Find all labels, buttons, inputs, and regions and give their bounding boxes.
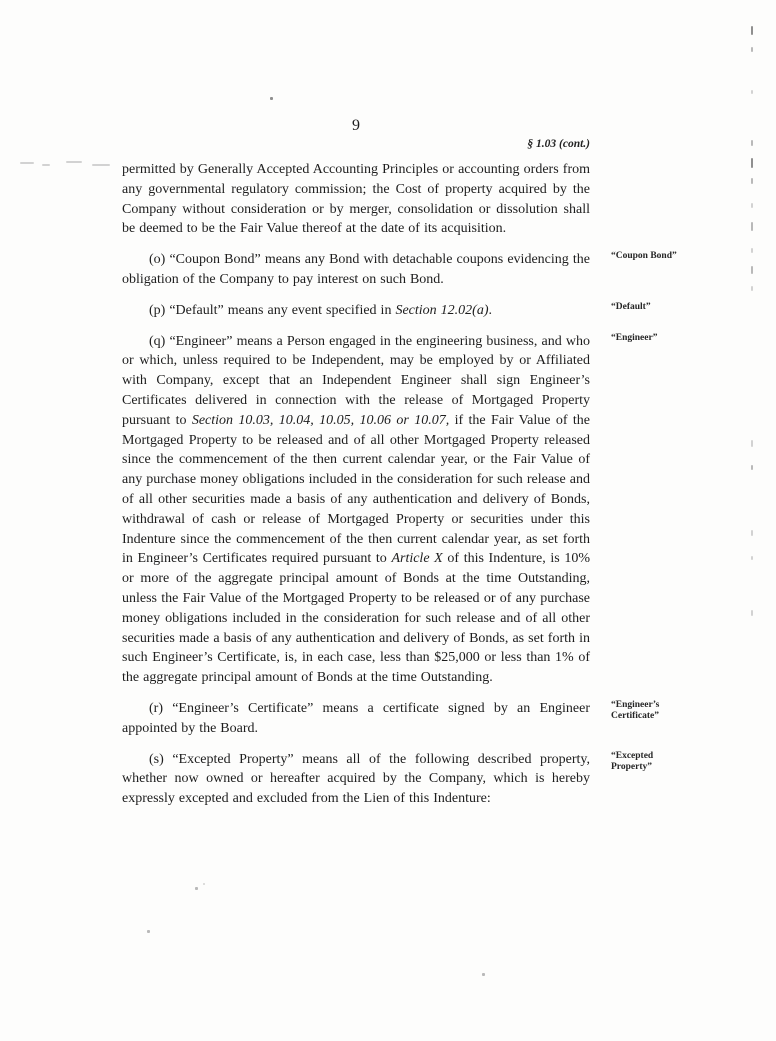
scan-smudge xyxy=(92,164,110,166)
page-number: 9 xyxy=(352,117,360,134)
paragraph-text: (p) “Default” means any event specified in xyxy=(149,302,396,318)
scan-smudge xyxy=(66,161,82,163)
article-reference: Article X xyxy=(391,551,443,567)
scan-edge-mark xyxy=(751,178,753,184)
scan-edge-mark xyxy=(751,203,753,208)
margin-note-engineers-certificate: “Engineer’s Certificate” xyxy=(611,699,660,722)
paragraph-q xyxy=(122,332,658,688)
scan-speck xyxy=(270,97,273,100)
paragraph-p xyxy=(122,301,651,321)
scan-smudge xyxy=(20,162,34,164)
page-content xyxy=(122,0,677,809)
paragraph-o xyxy=(122,250,677,290)
scan-edge-mark xyxy=(751,610,753,616)
paragraph-text: (s) “Excepted Property” means all of the following described property, whether now owned or hereafter acquired by the Company, which is hereby expressly excepted and excluded from the Lien of this Indenture: xyxy=(122,751,590,807)
margin-note-engineer: “Engineer” xyxy=(611,332,658,343)
scan-edge-mark xyxy=(751,530,753,536)
scan-edge-mark xyxy=(751,26,753,35)
margin-note-default: “Default” xyxy=(611,301,651,312)
paragraph-text: (q) “Engineer” means a Person engaged in the engineering business, and who or which, unless required to be Independent, may be employed by or Affiliated with Company, except that an Independent Engineer shall sign Engineer’s Certificates delivered in connection with the release of Mortgaged Property pursuant to xyxy=(122,333,590,428)
scan-speck xyxy=(195,887,198,890)
scan-edge-mark xyxy=(751,266,753,274)
paragraph-s xyxy=(122,750,654,809)
section-header: § 1.03 (cont.) xyxy=(527,138,590,150)
scan-speck xyxy=(147,930,150,933)
scan-edge-mark xyxy=(751,286,753,291)
scan-edge-mark xyxy=(751,158,753,168)
scan-edge-mark xyxy=(751,465,753,470)
scan-speck xyxy=(203,883,205,885)
paragraph-text: (o) “Coupon Bond” means any Bond with detachable coupons evidencing the obligation of the Company to pay interest on such Bond. xyxy=(122,252,590,287)
margin-note-excepted-property: “Excepted Property” xyxy=(611,750,654,773)
scan-edge-mark xyxy=(751,556,753,560)
paragraph-text: permitted by Generally Accepted Accounting Principles or accounting orders from any governmental regulatory commission; the Cost of property acquired by the Company without consideration or by merger, consolidation or dissolution shall be deemed to be the Fair Value thereof at the date of its acquisition. xyxy=(122,162,590,237)
scan-edge-mark xyxy=(751,90,753,94)
paragraph-text: if the Fair Value of the Mortgaged Property to be released and of all other Mortgaged Property released since the commencement of the then current calendar year, or the Fair Value of any purchase money obligations included in the consideration for such release and of all other securities made a basis of any authentication and delivery of Bonds, withdrawal of cash or release of Mortgaged Property or securities under this Indenture since the commencement of the then current calendar year, as set forth in Engineer’s Certificates required pursuant to xyxy=(122,412,590,567)
paragraph-text: of this Indenture, is 10% or more of the aggregate principal amount of Bonds at the time Outstanding, unless the Fair Value of the Mortgaged Property to be released or of any purchase money obligations included in the consideration for such release and of all other securities made a basis of any authentication and delivery of Bonds, as set forth in such Engineer’s Certificate, is, in each case, less than $25,000 or less than 1% of the aggregate principal amount of Bonds at the time Outstanding. xyxy=(122,551,590,686)
scan-edge-mark xyxy=(751,47,753,52)
paragraph-r xyxy=(122,699,660,739)
paragraph-text: . xyxy=(488,302,492,318)
scan-speck xyxy=(482,973,485,976)
paragraph-continuation xyxy=(122,160,590,239)
section-reference: Section 10.03, 10.04, 10.05, 10.06 or 10.07, xyxy=(191,412,450,428)
scan-edge-mark xyxy=(751,248,753,253)
scan-edge-mark xyxy=(751,222,753,231)
scan-edge-mark xyxy=(751,440,753,447)
section-reference: Section 12.02(a) xyxy=(395,302,489,318)
scan-smudge xyxy=(42,164,50,166)
scan-edge-mark xyxy=(751,140,753,146)
paragraph-text: (r) “Engineer’s Certificate” means a certificate signed by an Engineer appointed by the Board. xyxy=(122,700,590,736)
margin-note-coupon-bond: “Coupon Bond” xyxy=(611,251,677,262)
